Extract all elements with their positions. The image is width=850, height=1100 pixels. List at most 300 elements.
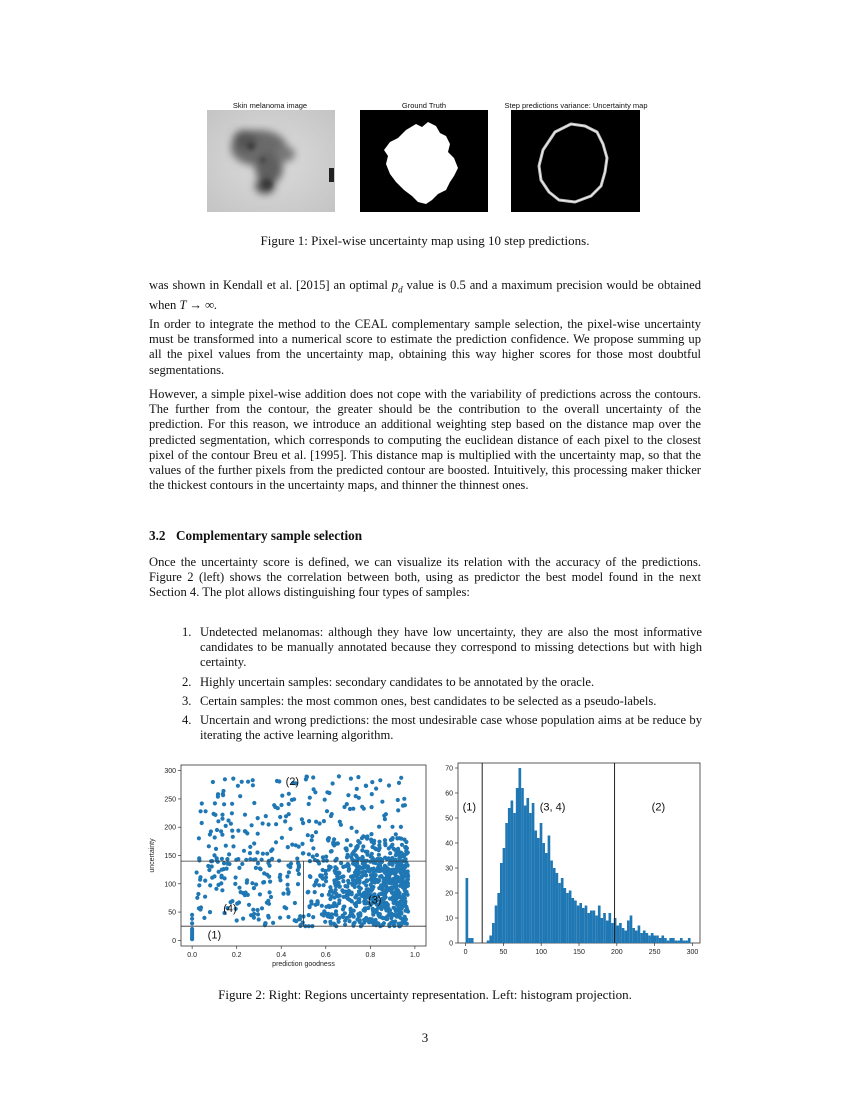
scatter-point	[252, 886, 256, 890]
y-tick-label: 30	[445, 865, 453, 873]
scatter-point	[403, 902, 407, 906]
scatter-point	[370, 887, 374, 891]
region-label: (3)	[368, 894, 382, 907]
scatter-point	[356, 839, 360, 843]
scatter-point	[252, 801, 256, 805]
y-axis-label: uncertainty	[149, 838, 156, 873]
scatter-point	[197, 883, 201, 887]
scatter-point	[327, 893, 331, 897]
scatter-point	[361, 844, 365, 848]
scatter-point	[254, 866, 258, 870]
histogram-bar	[648, 936, 651, 944]
histogram-bar	[611, 923, 614, 943]
scatter-point	[301, 821, 305, 825]
scatter-point	[250, 881, 254, 885]
scatter-point	[255, 850, 259, 854]
region-label: (2)	[285, 775, 300, 788]
page-number: 3	[421, 1030, 429, 1045]
scatter-point	[391, 871, 395, 875]
scatter-point	[248, 857, 252, 861]
scatter-point	[267, 915, 271, 919]
scatter-point	[327, 791, 331, 795]
scatter-point	[362, 918, 366, 922]
scatter-point	[355, 787, 359, 791]
scatter-point	[323, 798, 327, 802]
scatter-point	[234, 875, 238, 879]
scatter-point	[283, 819, 287, 823]
scatter-point	[297, 917, 301, 921]
histogram-bar	[646, 933, 649, 943]
scatter-point	[241, 917, 245, 921]
y-tick-label: 200	[164, 824, 176, 832]
scatter-point	[347, 867, 351, 871]
list-item-number: 3.	[182, 693, 192, 708]
histogram-bar	[545, 853, 548, 943]
scatter-point	[277, 779, 281, 783]
scatter-point	[235, 918, 239, 922]
histogram-bar	[680, 938, 683, 943]
histogram-bar	[508, 808, 511, 943]
scatter-point	[390, 863, 394, 867]
scatter-point	[329, 814, 333, 818]
scatter-point	[251, 783, 255, 787]
region-label: (1)	[207, 929, 222, 942]
scatter-point	[221, 793, 225, 797]
scatter-point	[353, 885, 357, 889]
scatter-point	[401, 854, 405, 858]
scatter-point	[392, 901, 396, 905]
histogram-bar	[638, 926, 641, 944]
scatter-point	[333, 881, 337, 885]
scatter-point	[261, 852, 265, 856]
scatter-point	[307, 852, 311, 856]
histogram-bar	[622, 928, 625, 943]
scatter-point	[406, 893, 410, 897]
scatter-point	[203, 895, 207, 899]
scatter-point	[343, 919, 347, 923]
scatter-point	[355, 900, 359, 904]
scatter-point	[398, 916, 402, 920]
histogram-bar	[558, 883, 561, 943]
scatter-point	[335, 894, 339, 898]
scatter-point	[394, 887, 398, 891]
histogram-chart	[436, 758, 706, 963]
scatter-point	[198, 875, 202, 879]
scatter-point	[222, 867, 226, 871]
scatter-point	[405, 907, 409, 911]
histogram-bar	[571, 898, 574, 943]
scatter-point	[343, 911, 347, 915]
scatter-point	[202, 916, 206, 920]
scatter-point	[359, 886, 363, 890]
scatter-point	[370, 852, 374, 856]
scatter-point	[223, 777, 227, 781]
scatter-point	[364, 883, 368, 887]
scatter-point	[296, 868, 300, 872]
scatter-point	[222, 802, 226, 806]
scatter-point	[280, 794, 284, 798]
histogram-bar	[497, 893, 500, 943]
scatter-point	[264, 921, 268, 925]
scatter-point	[287, 870, 291, 874]
scatter-point	[249, 913, 253, 917]
scatter-point	[385, 917, 389, 921]
scatter-point	[262, 880, 266, 884]
scatter-point	[347, 881, 351, 885]
scatter-point	[271, 921, 275, 925]
scatter-point	[221, 789, 225, 793]
scatter-point	[213, 801, 217, 805]
scatter-point	[247, 903, 251, 907]
figure1-caption: Figure 1: Pixel-wise uncertainty map using 10 step predictions.	[260, 233, 590, 248]
scatter-point	[217, 870, 221, 874]
list-item-number: 1.	[182, 625, 192, 639]
scatter-point	[264, 814, 268, 818]
scatter-point	[347, 919, 351, 923]
scatter-point	[368, 917, 372, 921]
scatter-point	[394, 832, 398, 836]
scatter-point	[261, 821, 265, 825]
histogram-bar	[519, 768, 522, 943]
scatter-point	[356, 876, 360, 880]
scatter-point	[341, 915, 345, 919]
scatter-point	[364, 906, 368, 910]
scatter-point	[335, 867, 339, 871]
scatter-point	[236, 829, 240, 833]
scatter-point	[233, 882, 237, 886]
math-limit: T → ∞.	[179, 297, 218, 312]
histogram-bar	[585, 906, 588, 944]
scatter-point	[377, 848, 381, 852]
paragraph-1-a: was shown in Kendall et al. [2015] an optimal	[149, 278, 392, 292]
scatter-point	[190, 927, 194, 931]
scatter-chart	[140, 758, 432, 973]
y-tick-label: 10	[445, 915, 453, 923]
scatter-point	[269, 895, 273, 899]
scatter-point	[278, 916, 282, 920]
x-tick-label: 100	[535, 949, 548, 956]
scatter-point	[325, 809, 329, 813]
scatter-point	[190, 917, 194, 921]
scatter-point	[369, 832, 373, 836]
scatter-point	[321, 868, 325, 872]
scatter-point	[329, 849, 333, 853]
scatter-point	[339, 861, 343, 865]
scatter-point	[358, 918, 362, 922]
x-tick-label: 0.2	[231, 952, 242, 959]
scatter-point	[337, 885, 341, 889]
scatter-point	[212, 812, 216, 816]
scatter-point	[285, 874, 289, 878]
region-label: (2)	[651, 801, 666, 814]
scatter-point	[383, 843, 387, 847]
scatter-point	[199, 809, 203, 813]
y-tick-label: 50	[168, 909, 176, 917]
scatter-point	[286, 883, 290, 887]
histogram-bar	[595, 916, 598, 944]
y-tick-label: 250	[164, 796, 176, 804]
scatter-point	[197, 836, 201, 840]
section-number: 3.2	[149, 528, 166, 543]
scatter-point	[350, 892, 354, 896]
histogram-bar	[651, 933, 654, 943]
scatter-point	[237, 886, 241, 890]
scatter-point	[356, 912, 360, 916]
scatter-point	[318, 821, 322, 825]
scatter-point	[220, 888, 224, 892]
histogram-bar	[677, 941, 680, 944]
scatter-point	[320, 912, 324, 916]
scatter-point	[320, 904, 324, 908]
scatter-point	[349, 777, 353, 781]
list-item	[174, 713, 702, 743]
scatter-point	[279, 803, 283, 807]
scatter-point	[208, 883, 212, 887]
scatter-point	[310, 838, 314, 842]
scatter-point	[307, 819, 311, 823]
scatter-point	[399, 902, 403, 906]
histogram-bar	[516, 788, 519, 943]
scatter-point	[251, 778, 255, 782]
histogram-bar	[664, 938, 667, 943]
histogram-bar	[616, 926, 619, 944]
scatter-point	[397, 836, 401, 840]
scatter-point	[231, 777, 235, 781]
scatter-point	[345, 802, 349, 806]
scatter-point	[321, 855, 325, 859]
scatter-point	[308, 874, 312, 878]
list-item-number: 2.	[182, 674, 192, 689]
scatter-point	[238, 794, 242, 798]
scatter-point	[300, 842, 304, 846]
scatter-point	[341, 879, 345, 883]
histogram-bar	[601, 918, 604, 943]
scatter-point	[222, 861, 226, 865]
histogram-bar	[564, 888, 567, 943]
scatter-point	[295, 857, 299, 861]
scatter-point	[365, 837, 369, 841]
histogram-bar	[653, 936, 656, 944]
scatter-point	[403, 921, 407, 925]
histogram-bar	[632, 928, 635, 943]
scatter-point	[355, 830, 359, 834]
scatter-point	[390, 843, 394, 847]
scatter-point	[305, 775, 309, 779]
scatter-point	[258, 892, 262, 896]
scatter-point	[342, 895, 346, 899]
scatter-point	[320, 893, 324, 897]
scatter-point	[376, 921, 380, 925]
scatter-point	[284, 814, 288, 818]
scatter-point	[374, 918, 378, 922]
y-tick-label: 300	[164, 768, 176, 776]
scatter-point	[395, 908, 399, 912]
histogram-bar	[627, 921, 630, 944]
scatter-point	[350, 826, 354, 830]
scatter-point	[224, 824, 228, 828]
scatter-point	[269, 849, 273, 853]
scatter-point	[335, 857, 339, 861]
scatter-point	[195, 896, 199, 900]
scatter-point	[280, 836, 284, 840]
scatter-point	[278, 875, 282, 879]
histogram-bar	[582, 908, 585, 943]
scatter-point	[245, 831, 249, 835]
scatter-point	[219, 875, 223, 879]
scatter-point	[328, 865, 332, 869]
scatter-point	[351, 878, 355, 882]
scatter-point	[225, 857, 229, 861]
scatter-point	[307, 913, 311, 917]
scatter-point	[207, 868, 211, 872]
y-tick-label: 70	[445, 765, 453, 773]
scatter-point	[382, 921, 386, 925]
scatter-point	[379, 857, 383, 861]
histogram-bar	[489, 936, 492, 944]
region-label: (3, 4)	[539, 801, 566, 814]
scatter-point	[333, 912, 337, 916]
list-item	[174, 625, 702, 671]
scatter-point	[246, 780, 250, 784]
scatter-point	[336, 841, 340, 845]
scatter-point	[380, 884, 384, 888]
scatter-point	[325, 859, 329, 863]
scatter-point	[327, 836, 331, 840]
scatter-point	[317, 883, 321, 887]
histogram-bar	[577, 906, 580, 944]
histogram-bar	[630, 916, 633, 944]
scatter-point	[197, 858, 201, 862]
scatter-point	[332, 837, 336, 841]
scatter-point	[311, 846, 315, 850]
histogram-bar	[513, 813, 516, 943]
math-pd: p	[391, 278, 399, 292]
scatter-point	[216, 860, 220, 864]
scatter-point	[287, 802, 291, 806]
scatter-point	[345, 885, 349, 889]
scatter-point	[220, 813, 224, 817]
histogram-bar	[487, 941, 490, 944]
scatter-point	[370, 840, 374, 844]
figure2-caption: Figure 2: Right: Regions uncertainty representation. Left: histogram projection.	[218, 987, 632, 1002]
scatter-point	[351, 924, 355, 928]
scatter-point	[397, 781, 401, 785]
scatter-point	[404, 840, 408, 844]
scatter-point	[389, 914, 393, 918]
scatter-point	[256, 832, 260, 836]
y-tick-label: 150	[164, 853, 176, 860]
histogram-bar	[503, 848, 506, 943]
scatter-point	[352, 915, 356, 919]
scatter-point	[252, 841, 256, 845]
paragraph-1-b: value is 0.5 and a maximum precision would be obtained when	[149, 278, 702, 312]
scatter-point	[220, 833, 224, 837]
histogram-bar	[598, 906, 601, 944]
scatter-point	[380, 800, 384, 804]
scatter-point	[281, 892, 285, 896]
scatter-point	[276, 806, 280, 810]
scatter-point	[313, 903, 317, 907]
scatter-point	[256, 908, 260, 912]
histogram-bar	[635, 931, 638, 944]
scatter-point	[245, 878, 249, 882]
histogram-bar	[548, 836, 551, 944]
scatter-point	[256, 912, 260, 916]
scatter-point	[381, 876, 385, 880]
scatter-point	[404, 849, 408, 853]
histogram-bar	[590, 911, 593, 944]
scatter-point	[290, 843, 294, 847]
scatter-point	[322, 883, 326, 887]
scatter-point	[345, 848, 349, 852]
scatter-point	[240, 862, 244, 866]
scatter-point	[403, 845, 407, 849]
paragraph-4: Once the uncertainty score is defined, we can visualize its relation with the accuracy of the predictions. Figure 2 (left) shows the correlation between both, using as predictor the best model found in the next Section 4. The plot allows distinguishing four types of samples:	[149, 555, 701, 600]
scatter-point	[341, 890, 345, 894]
scatter-point	[284, 906, 288, 910]
scatter-point	[370, 805, 374, 809]
scatter-point	[348, 807, 352, 811]
scatter-point	[384, 869, 388, 873]
list-item	[174, 675, 702, 690]
scatter-point	[259, 867, 263, 871]
scatter-point	[310, 902, 314, 906]
scatter-point	[203, 879, 207, 883]
histogram-bar	[495, 906, 498, 944]
scatter-point	[356, 775, 360, 779]
scatter-point	[297, 863, 301, 867]
scatter-point	[378, 778, 382, 782]
scatter-point	[243, 813, 247, 817]
scatter-point	[370, 845, 374, 849]
scatter-point	[356, 844, 360, 848]
scatter-point	[254, 882, 258, 886]
scatter-point	[332, 922, 336, 926]
x-tick-label: 0	[463, 949, 468, 956]
histogram-bar	[656, 936, 659, 944]
skin-melanoma-image	[207, 110, 335, 212]
histogram-bar	[606, 921, 609, 944]
scatter-point	[400, 869, 404, 873]
scatter-point	[334, 888, 338, 892]
scatter-point	[209, 829, 213, 833]
list-item	[174, 694, 702, 709]
scatter-point	[256, 816, 260, 820]
scatter-point	[370, 867, 374, 871]
list-item-text: Certain samples: the most common ones, best candidates to be selected as a pseudo-labels.	[200, 693, 657, 708]
histogram-bar	[537, 838, 540, 943]
ground-truth-mask	[360, 110, 488, 212]
scatter-point	[230, 811, 234, 815]
scatter-point	[195, 870, 199, 874]
scatter-point	[250, 823, 254, 827]
histogram-bar	[574, 901, 577, 944]
scatter-point	[397, 877, 401, 881]
histogram-bar	[685, 941, 688, 944]
histogram-bar	[675, 941, 678, 944]
scatter-point	[231, 844, 235, 848]
scatter-point	[403, 803, 407, 807]
scatter-point	[257, 917, 261, 921]
scatter-point	[220, 817, 224, 821]
paragraph-1	[149, 278, 701, 313]
scatter-point	[230, 802, 234, 806]
scatter-point	[313, 890, 317, 894]
scatter-point	[274, 822, 278, 826]
scatter-point	[349, 843, 353, 847]
histogram-bar	[683, 941, 686, 944]
scatter-point	[288, 865, 292, 869]
